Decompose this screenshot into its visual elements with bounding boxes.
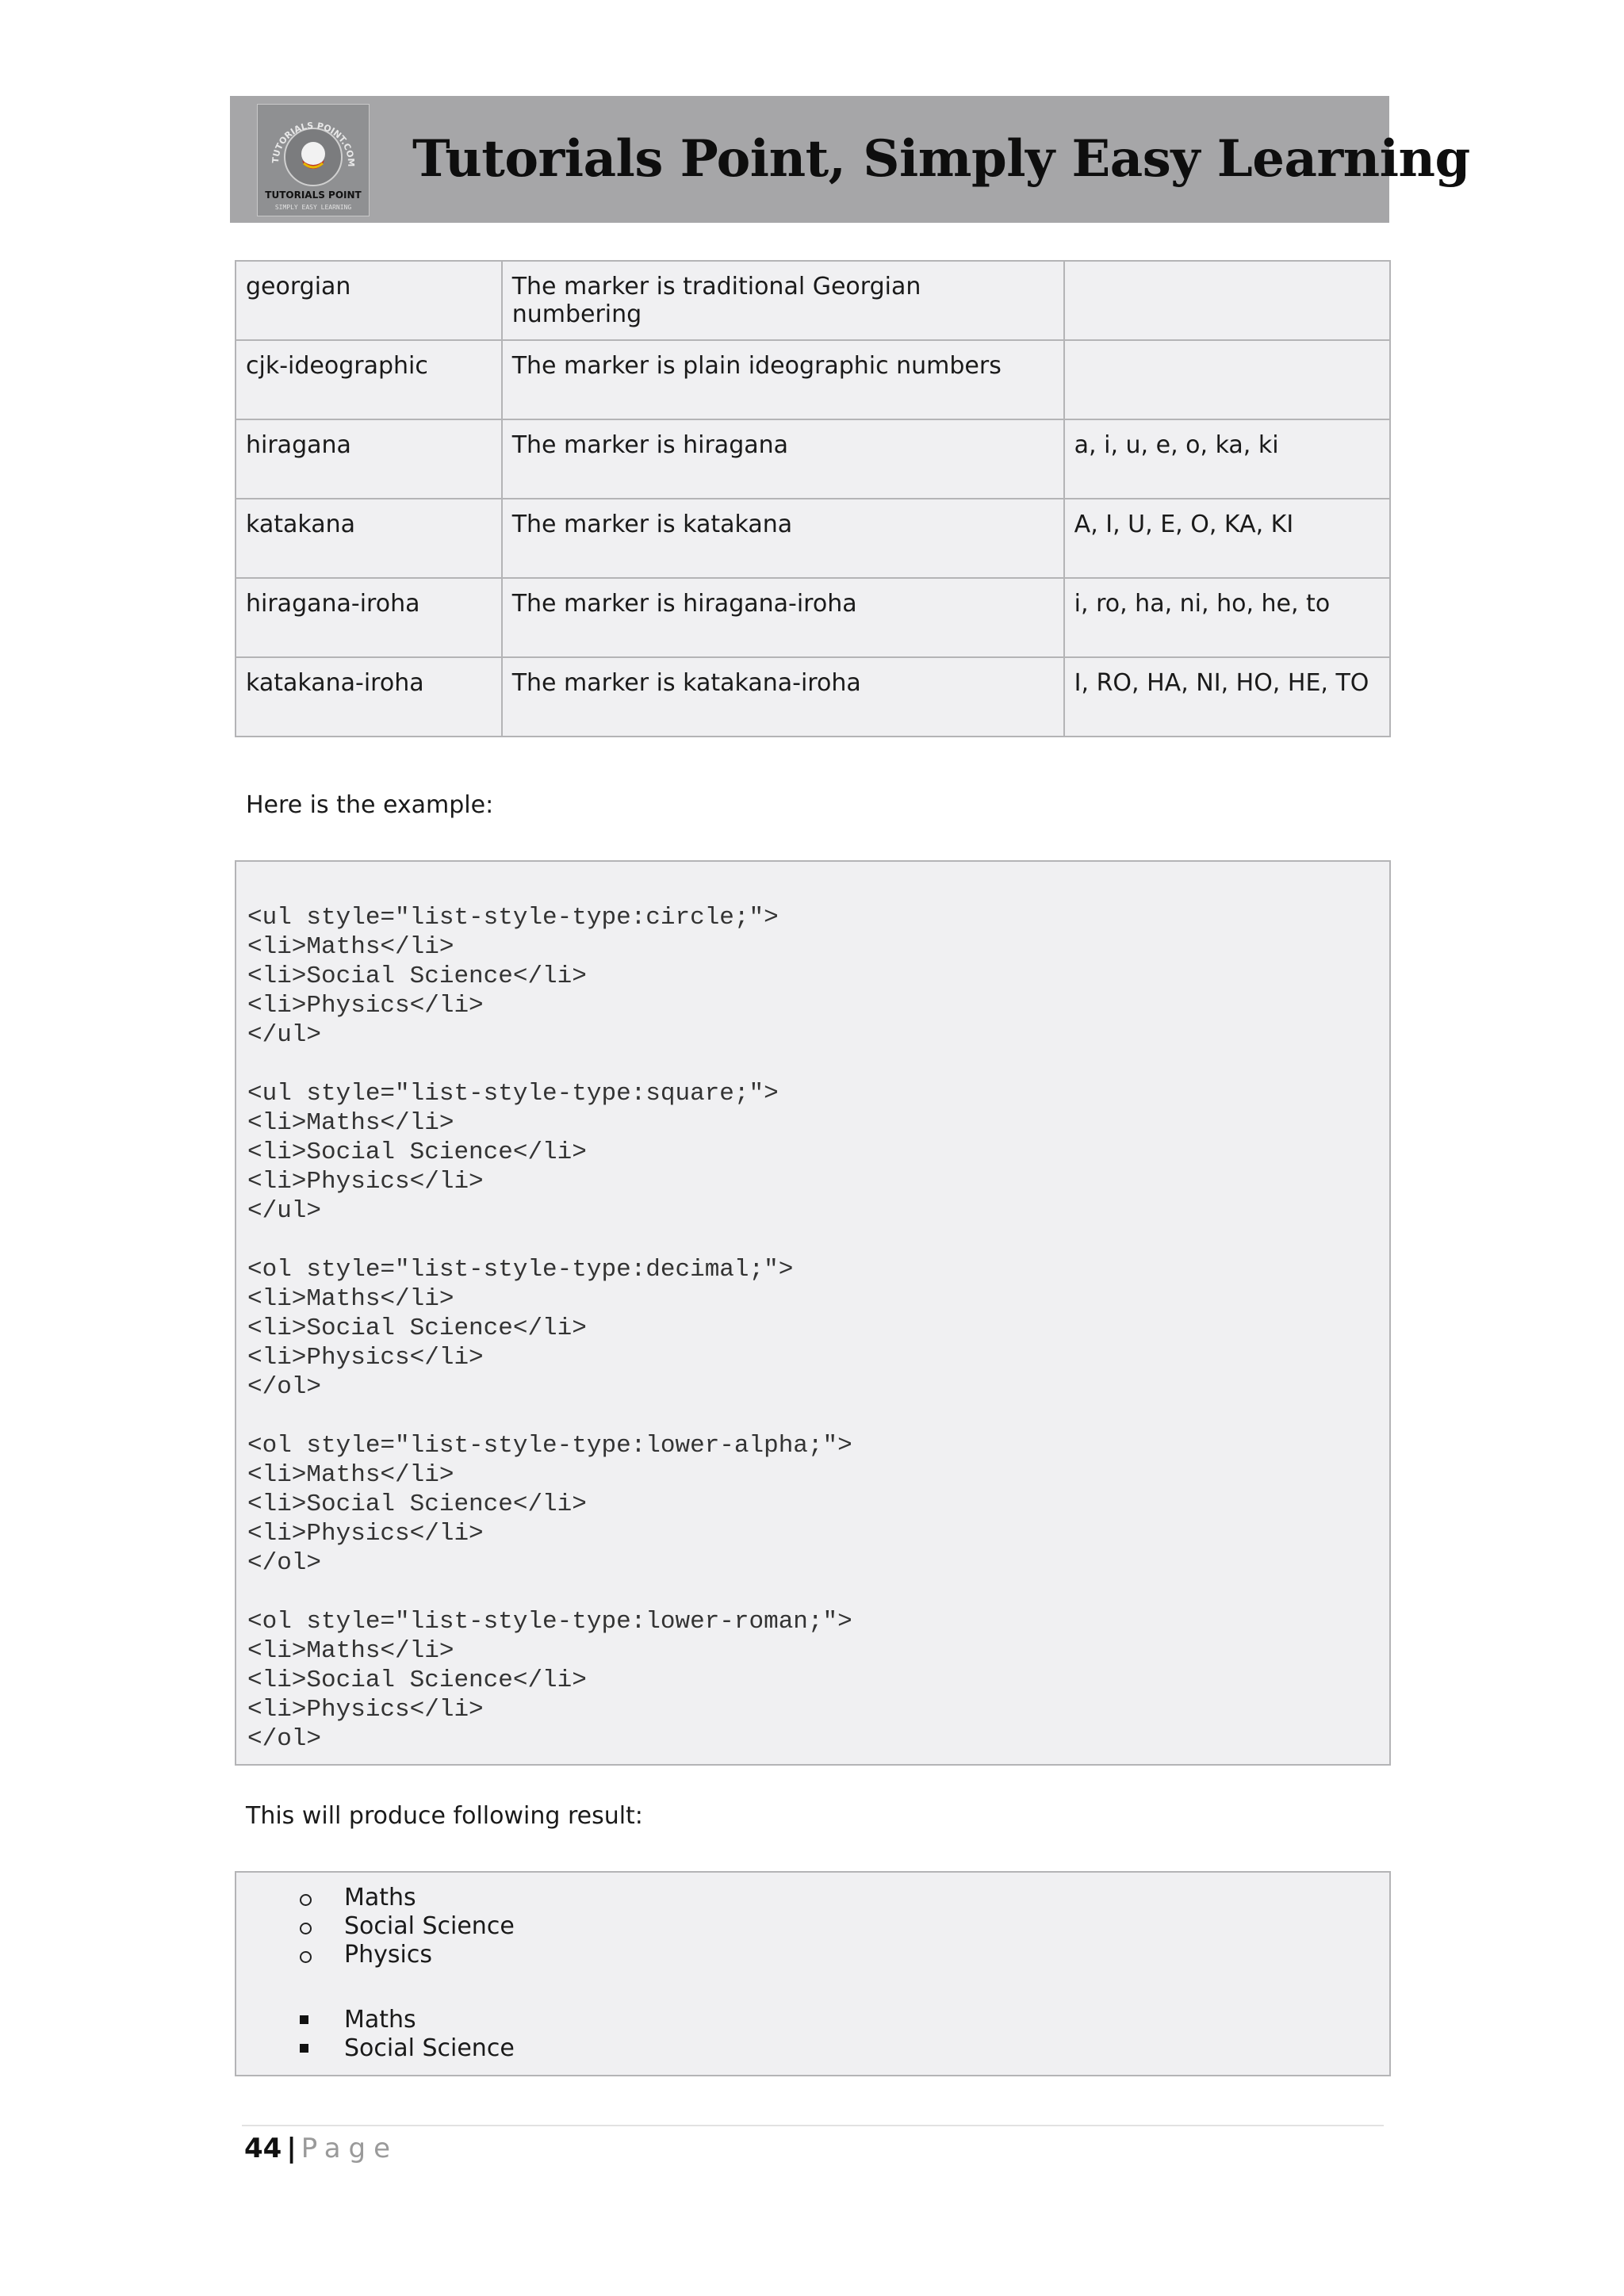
table-row — [236, 499, 1390, 578]
logo-tagline: SIMPLY EASY LEARNING — [274, 204, 352, 211]
list-item-label: Maths — [344, 1884, 416, 1911]
circle-bullet-icon — [300, 1923, 312, 1934]
result-intro: This will produce following result: — [246, 1802, 643, 1830]
page-footer — [244, 2133, 398, 2164]
marker-type-cell: katakana — [236, 499, 502, 578]
code-example: <ul style="list-style-type:circle;"> <li>Maths</li> <li>Social Science</li> <li>Physics</li> </ul> <ul style="list-style-type:square;"> <li>Maths</li> <li>Social Science</li> <li>Physics</li> </ul> <ol style="list-style-type:decimal;"> <li>Maths</li> <li>Social Science</li> <li>Physics</li> </ol> <ol style="list-style-type:lower-alpha;"> <li>Maths</li> <li>Social Science</li> <li>Physics</li> </ol> <ol style="list-style-type:lower-roman;"> <li>Maths</li> <li>Social Science</li> <li>Physics</li> </ol> — [247, 904, 852, 1753]
marker-type-cell: hiragana — [236, 419, 502, 499]
description-cell: The marker is hiragana-iroha — [502, 578, 1064, 657]
list-item-label: Physics — [344, 1941, 432, 1969]
marker-type-cell: georgian — [236, 261, 502, 340]
marker-type-cell: cjk-ideographic — [236, 340, 502, 419]
example-cell: A, I, U, E, O, KA, KI — [1064, 499, 1390, 578]
table-row — [236, 419, 1390, 499]
logo-wordmark: TUTORIALS POINT — [265, 189, 362, 201]
example-cell — [1064, 340, 1390, 419]
result-box — [235, 1871, 1391, 2076]
table-row — [236, 578, 1390, 657]
page-number: 44 — [244, 2133, 282, 2164]
example-cell: I, RO, HA, NI, HO, HE, TO — [1064, 657, 1390, 737]
square-bullet-icon — [300, 2044, 308, 2053]
marker-type-cell: katakana-iroha — [236, 657, 502, 737]
code-example-box — [235, 860, 1391, 1766]
marker-type-cell: hiragana-iroha — [236, 578, 502, 657]
footer-divider — [242, 2125, 1384, 2126]
description-cell: The marker is hiragana — [502, 419, 1064, 499]
footer-separator: | — [286, 2133, 297, 2164]
list-item-label: Social Science — [344, 2034, 515, 2062]
description-cell: The marker is katakana — [502, 499, 1064, 578]
table-row — [236, 261, 1390, 340]
tutorials-point-logo — [257, 104, 370, 216]
page-label: Page — [301, 2133, 399, 2164]
circle-bullet-icon — [300, 1951, 312, 1963]
example-intro: Here is the example: — [246, 791, 494, 819]
page-header-banner — [230, 96, 1470, 223]
table-row — [236, 340, 1390, 419]
logo-arc-text: TUTORIALS POINT.COM — [270, 120, 357, 167]
table-row — [236, 657, 1390, 737]
description-cell: The marker is katakana-iroha — [502, 657, 1064, 737]
example-cell — [1064, 261, 1390, 340]
list-style-types-table — [235, 260, 1391, 737]
example-cell: i, ro, ha, ni, ho, he, to — [1064, 578, 1390, 657]
description-cell: The marker is traditional Georgian numbering — [502, 261, 1064, 340]
square-bullet-icon — [300, 2015, 308, 2024]
list-item-label: Social Science — [344, 1912, 515, 1940]
example-cell: a, i, u, e, o, ka, ki — [1064, 419, 1390, 499]
circle-bullet-icon — [300, 1894, 312, 1906]
page-header-title: Tutorials Point, Simply Easy Learning — [412, 129, 1470, 189]
logo-graphic — [258, 105, 369, 216]
description-cell: The marker is plain ideographic numbers — [502, 340, 1064, 419]
list-item-label: Maths — [344, 2006, 416, 2034]
